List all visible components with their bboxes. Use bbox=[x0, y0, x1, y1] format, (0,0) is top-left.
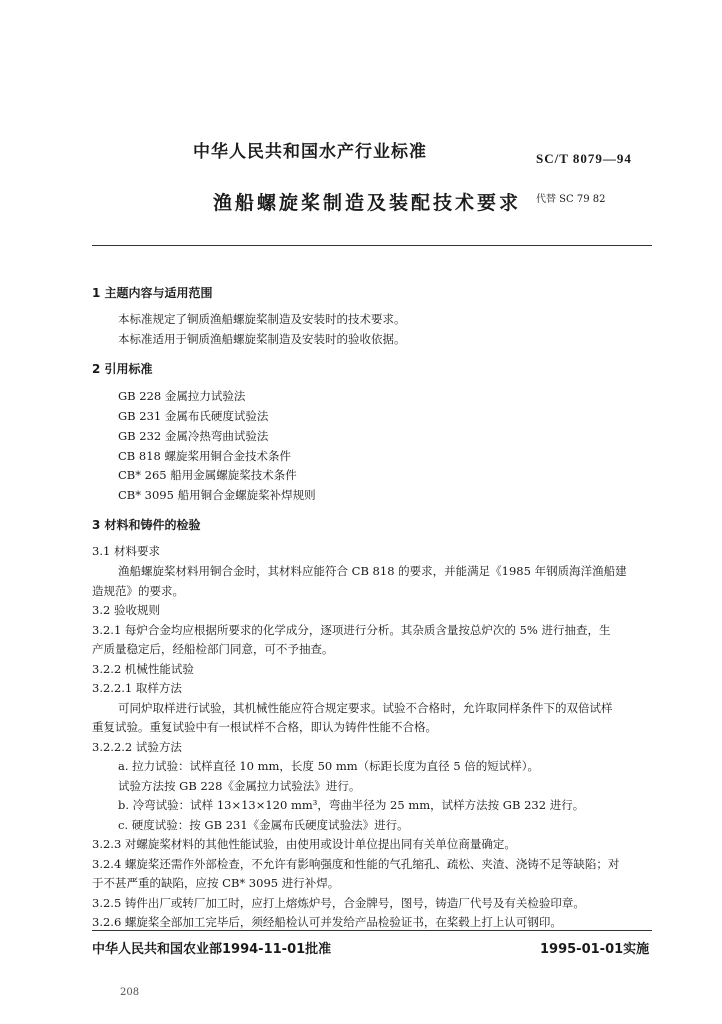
replaces-note: 代替 SC 79 82 bbox=[536, 194, 606, 205]
clause-3-2-2: 3.2.2 机械性能试验 bbox=[92, 662, 194, 676]
clause-3-2-4-line-2: 于不甚严重的缺陷，应按 CB* 3095 进行补焊。 bbox=[92, 876, 340, 890]
reference-item: CB* 3095 船用铜合金螺旋桨补焊规则 bbox=[118, 488, 316, 502]
reference-item: CB* 265 船用金属螺旋桨技术条件 bbox=[118, 468, 297, 482]
section-1-paragraph-2: 本标准适用于铜质渔船螺旋桨制造及安装时的验收依据。 bbox=[118, 332, 406, 346]
clause-3-2-5: 3.2.5 铸件出厂或转厂加工时，应打上熔炼炉号，合金牌号，图号，铸造厂代号及有关检验印章。 bbox=[92, 896, 585, 910]
clause-3-2-6: 3.2.6 螺旋桨全部加工完毕后，须经船检认可并发给产品检验证书，在桨毂上打上认可钢印。 bbox=[92, 915, 562, 929]
approval-date: 中华人民共和国农业部1994-11-01批准 bbox=[92, 942, 332, 957]
document-title: 渔船螺旋桨制造及装配技术要求 bbox=[213, 192, 522, 214]
clause-3-2-2-1-line-1: 可同炉取样进行试验，其机械性能应符合规定要求。试验不合格时，允许取同样条件下的双倍试样 bbox=[118, 701, 613, 715]
clause-3-2-2-1-line-2: 重复试验。重复试验中有一根试样不合格，即认为铸件性能不合格。 bbox=[92, 720, 437, 734]
section-2-heading: 2 引用标准 bbox=[92, 362, 153, 376]
section-3-heading: 3 材料和铸件的检验 bbox=[92, 518, 201, 532]
clause-3-2-3: 3.2.3 对螺旋桨材料的其他性能试验，由使用或设计单位提出同有关单位商量确定。 bbox=[92, 837, 516, 851]
test-item-a-method: 试验方法按 GB 228《金属拉力试验法》进行。 bbox=[118, 779, 361, 793]
reference-item: GB 231 金属布氏硬度试验法 bbox=[118, 409, 269, 423]
reference-item: GB 232 金属冷热弯曲试验法 bbox=[118, 429, 269, 443]
reference-item: GB 228 金属拉力试验法 bbox=[118, 389, 246, 403]
test-item-b: b. 冷弯试验：试样 13×13×120 mm³，弯曲半径为 25 mm，试样方法按 GB 232 进行。 bbox=[118, 798, 585, 812]
section-1-heading: 1 主题内容与适用范围 bbox=[92, 286, 213, 300]
header-divider bbox=[92, 245, 652, 246]
test-item-c: c. 硬度试验：按 GB 231《金属布氏硬度试验法》进行。 bbox=[118, 818, 409, 832]
section-1-paragraph-1: 本标准规定了铜质渔船螺旋桨制造及安装时的技术要求。 bbox=[118, 312, 406, 326]
standard-code: SC/T 8079—94 bbox=[536, 151, 632, 166]
clause-3-2-2-1: 3.2.2.1 取样方法 bbox=[92, 681, 182, 695]
clause-3-2-1-line-2: 产质量稳定后，经船检部门同意，可不予抽查。 bbox=[92, 642, 334, 656]
page-number: 208 bbox=[120, 987, 140, 998]
industry-standard-title: 中华人民共和国水产行业标准 bbox=[193, 142, 427, 162]
reference-item: CB 818 螺旋桨用铜合金技术条件 bbox=[118, 449, 292, 463]
clause-3-2: 3.2 验收规则 bbox=[92, 603, 160, 617]
effective-date: 1995-01-01实施 bbox=[540, 942, 650, 957]
clause-3-1-text-1: 渔船螺旋桨材料用铜合金时，其材料应能符合 CB 818 的要求，并能满足《1985 年钢质海洋渔船建 bbox=[118, 564, 627, 578]
test-item-a: a. 拉力试验：试样直径 10 mm，长度 50 mm（标距长度为直径 5 倍的短试样）。 bbox=[118, 759, 540, 773]
clause-3-1-text-2: 造规范》的要求。 bbox=[92, 584, 184, 598]
footer-divider bbox=[92, 930, 652, 931]
clause-3-2-1-line-1: 3.2.1 每炉合金均应根据所要求的化学成分，逐项进行分析。其杂质含量按总炉次的 5% 进行抽查，生 bbox=[92, 623, 611, 637]
clause-3-1: 3.1 材料要求 bbox=[92, 544, 160, 558]
clause-3-2-2-2: 3.2.2.2 试验方法 bbox=[92, 740, 182, 754]
clause-3-2-4-line-1: 3.2.4 螺旋桨还需作外部检查，不允许有影响强度和性能的气孔缩孔、疏松、夹渣、浇铸不足等缺陷；对 bbox=[92, 857, 620, 871]
